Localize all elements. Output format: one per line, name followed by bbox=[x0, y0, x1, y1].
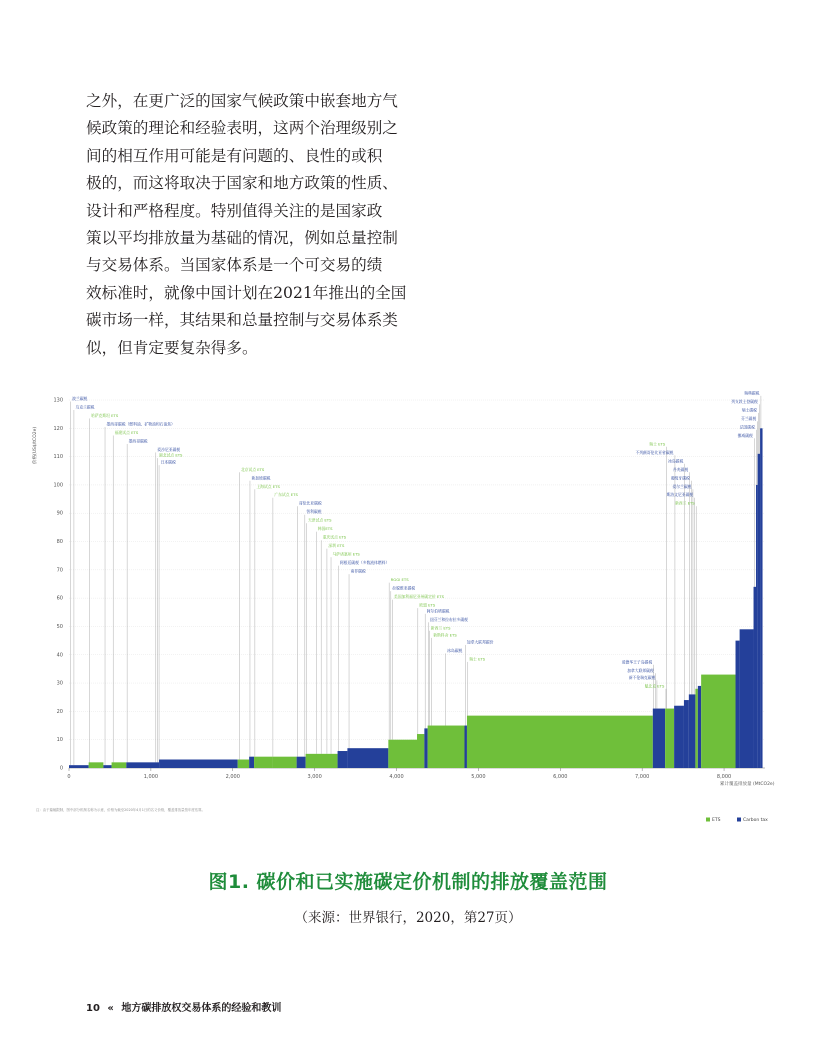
annotation-label: 墨西哥碳税（燃料油、矿物油和石油焦） bbox=[106, 421, 175, 427]
annotation-label: 南非碳税 bbox=[350, 568, 366, 574]
chart-svg bbox=[0, 390, 816, 840]
annotation-label: 墨西哥碳税 bbox=[128, 438, 148, 444]
y-tick-label: 20 bbox=[56, 708, 63, 715]
x-axis-label: 累计覆盖排放量 (MtCO2e) bbox=[720, 782, 775, 787]
annotation-label: 新西兰 ETS bbox=[430, 625, 451, 631]
chart-bar-ets bbox=[272, 757, 297, 768]
annotation-label: 挪威碳税 bbox=[737, 432, 753, 438]
annotation-label: 不列颠哥伦比亚省碳税 bbox=[635, 449, 674, 455]
x-tick-label: 0 bbox=[67, 774, 71, 780]
figure-title: 图1. 碳价和已实施碳定价机制的排放覆盖范围 bbox=[208, 871, 608, 893]
x-tick-label: 3,000 bbox=[307, 774, 322, 780]
annotation-label: 乌克兰碳税 bbox=[75, 404, 95, 410]
annotation-label: 马萨诸塞州 ETS bbox=[332, 551, 360, 557]
legend-swatch bbox=[737, 818, 741, 822]
annotation-label: 瑞典碳税 bbox=[744, 390, 760, 396]
annotation-label: 加拿大联邦碳价 bbox=[466, 639, 494, 645]
body-line: 之外，在更广泛的国家气候政策中嵌套地方气 bbox=[86, 92, 398, 110]
annotation-label: 丹麦碳税 bbox=[672, 466, 689, 472]
annotation-label: 阿根廷碳税（多数液体燃料） bbox=[339, 560, 390, 566]
legend-swatch bbox=[706, 818, 710, 822]
annotation-label: 冰岛碳税 bbox=[447, 647, 463, 653]
x-tick-label: 7,000 bbox=[635, 774, 650, 780]
chart-bar-tax bbox=[159, 760, 238, 768]
annotation-label: 瑞士 ETS bbox=[469, 656, 486, 662]
body-line: 似，但肯定要复杂得多。 bbox=[86, 338, 258, 357]
page-footer bbox=[86, 999, 281, 1014]
annotation-label: 加拿大联邦碳税 bbox=[627, 667, 654, 673]
chart-bar-tax bbox=[736, 641, 740, 768]
y-tick-label: 60 bbox=[56, 595, 63, 602]
page-number: 10 bbox=[86, 1003, 100, 1014]
chart-bar-ets bbox=[89, 762, 104, 768]
body-line: 极的，而这将取决于国家和地方政策的性质、 bbox=[86, 174, 398, 193]
annotation-label: 葡萄牙碳税 bbox=[670, 475, 690, 481]
annotation-label: 日本碳税 bbox=[160, 459, 176, 465]
annotation-label: 韩国ETS bbox=[317, 526, 333, 532]
body-line: 设计和严格程度。特别值得关注的是国家政 bbox=[86, 201, 383, 220]
x-tick-label: 8,000 bbox=[716, 774, 732, 780]
chart-bar-tax bbox=[674, 706, 684, 768]
annotation-label: 福建试点 ETS bbox=[114, 429, 139, 435]
annotation-label: 魁北克 ETS bbox=[644, 683, 665, 689]
running-title: 地方碳排放权交易体系的经验和教训 bbox=[121, 1003, 282, 1014]
body-paragraph bbox=[86, 88, 407, 362]
carbon-price-chart bbox=[0, 390, 816, 840]
annotation-label: 哈萨克斯坦 ETS bbox=[90, 412, 119, 418]
chart-bar-tax bbox=[424, 728, 427, 768]
x-tick-label: 6,000 bbox=[553, 774, 568, 780]
annotation-label: 北京试点 ETS bbox=[240, 466, 265, 472]
footer-separator: « bbox=[107, 1003, 114, 1014]
annotation-label: 列支敦士登碳税 bbox=[731, 398, 758, 404]
annotation-label: 新加坡碳税 bbox=[251, 475, 271, 481]
chart-bar-tax bbox=[338, 751, 348, 768]
chart-bar-tax bbox=[760, 428, 762, 768]
body-line: 间的相互作用可能是有问题的、良性的或积 bbox=[86, 146, 383, 165]
annotation-label: 美国加利福尼亚州碳定价 ETS bbox=[393, 594, 445, 600]
x-tick-label: 5,000 bbox=[471, 774, 486, 780]
annotation-label: 深圳 ETS bbox=[328, 543, 345, 549]
y-tick-label: 110 bbox=[53, 454, 63, 461]
chart-bar-ets bbox=[428, 726, 465, 768]
chart-bar-tax bbox=[653, 709, 665, 768]
annotation-label: 拉脱维亚碳税 bbox=[392, 585, 416, 591]
y-tick-label: 50 bbox=[56, 623, 63, 630]
body-line: 策以平均排放量为基础的情况，例如总量控制 bbox=[86, 229, 398, 248]
annotation-label: 新斯科舍 ETS bbox=[433, 632, 457, 638]
x-tick-label: 4,000 bbox=[389, 774, 404, 780]
annotation-label: 瑞士 ETS bbox=[649, 441, 666, 447]
chart-bar-ets bbox=[665, 709, 674, 768]
y-tick-label: 90 bbox=[56, 510, 63, 517]
chart-bar-ets bbox=[701, 675, 735, 768]
annotation-label: 智利碳税 bbox=[306, 509, 322, 515]
annotation-label: 爱尔兰碳税 bbox=[672, 483, 692, 489]
chart-bar-ets bbox=[112, 762, 127, 768]
chart-bar-ets bbox=[695, 689, 697, 768]
annotation-label: RGGI ETS bbox=[390, 577, 409, 583]
chart-bar-tax bbox=[698, 686, 701, 768]
annotation-label: 广东试点 ETS bbox=[274, 492, 298, 498]
annotation-label: 法国碳税 bbox=[739, 424, 755, 430]
legend-label: Carbon tax bbox=[743, 818, 768, 823]
chart-bar-ets bbox=[254, 757, 272, 768]
chart-bar-tax bbox=[249, 757, 254, 768]
annotation-label: 哥伦比亚碳税 bbox=[298, 500, 322, 506]
chart-bar-tax bbox=[758, 454, 760, 768]
annotation-label: 纽芬兰和拉布拉多碳税 bbox=[429, 616, 468, 622]
y-tick-label: 0 bbox=[59, 765, 63, 772]
chart-bar-tax bbox=[69, 765, 89, 768]
chart-bar-tax bbox=[689, 694, 696, 768]
chart-bar-tax bbox=[347, 748, 388, 768]
chart-bar-ets bbox=[388, 740, 417, 768]
body-line: 候政策的理论和经验表明，这两个治理级别之 bbox=[86, 119, 398, 138]
chart-note: 注：由于篇幅限制，图中部分机制名称为示意，价格为截至2020年4月1日的名义价格，覆盖排放量按年度估算。 bbox=[36, 808, 205, 812]
y-tick-label: 10 bbox=[56, 737, 63, 744]
chart-bar-ets bbox=[467, 716, 653, 768]
annotation-label: 湖北试点 ETS bbox=[158, 452, 183, 458]
annotation-label: 上海试点 ETS bbox=[256, 483, 280, 489]
chart-bar-ets bbox=[417, 734, 424, 768]
y-tick-label: 30 bbox=[56, 680, 63, 687]
chart-bar-tax bbox=[740, 629, 754, 768]
chart-bar-tax bbox=[464, 726, 466, 768]
x-tick-label: 1,000 bbox=[143, 774, 159, 780]
chart-bar-tax bbox=[754, 587, 756, 768]
annotation-label: 冰岛碳税 bbox=[668, 458, 684, 464]
chart-bar-tax bbox=[103, 765, 111, 768]
annotation-label: 波兰碳税 bbox=[72, 396, 88, 401]
y-tick-label: 100 bbox=[53, 482, 63, 489]
chart-bar-tax bbox=[756, 485, 758, 768]
chart-bar-tax bbox=[684, 700, 689, 768]
annotation-label: 新西兰 ETS bbox=[674, 500, 695, 506]
annotation-label: 斯洛文尼亚碳税 bbox=[666, 492, 694, 498]
y-tick-label: 130 bbox=[53, 397, 63, 404]
body-line: 效标准时，就像中国计划在2021年推出的全国 bbox=[86, 283, 407, 302]
legend-label: ETS bbox=[712, 818, 721, 823]
y-tick-label: 70 bbox=[56, 567, 63, 574]
y-axis-label: 价格(US$/tCO2e) bbox=[33, 426, 38, 464]
y-tick-label: 120 bbox=[53, 425, 63, 432]
annotation-label: 芬兰碳税 bbox=[740, 415, 757, 421]
x-tick-label: 2,000 bbox=[225, 774, 240, 780]
chart-bar-ets bbox=[238, 760, 249, 768]
y-tick-label: 40 bbox=[56, 652, 63, 659]
annotation-label: 天津试点 ETS bbox=[307, 517, 332, 523]
body-line: 碳市场一样，其结果和总量控制与交易体系类 bbox=[86, 311, 398, 330]
annotation-label: 爱德华王子岛碳税 bbox=[621, 659, 653, 665]
figure-source: （来源：世界银行，2020，第27页） bbox=[294, 910, 522, 926]
annotation-label: 阿尔伯塔碳税 bbox=[426, 608, 450, 614]
annotation-label: 重庆试点 ETS bbox=[322, 534, 347, 540]
annotation-label: 新不伦瑞克碳税 bbox=[628, 674, 656, 680]
chart-bar-ets bbox=[306, 754, 338, 768]
annotation-label: 瑞士碳税 bbox=[741, 407, 757, 413]
y-tick-label: 80 bbox=[56, 539, 63, 546]
body-line: 与交易体系。当国家体系是一个可交易的绩 bbox=[86, 256, 383, 275]
annotation-label: 爱沙尼亚碳税 bbox=[157, 446, 181, 452]
annotation-label: 欧盟 ETS bbox=[419, 602, 436, 608]
chart-bar-tax bbox=[126, 762, 159, 768]
chart-bar-tax bbox=[297, 757, 306, 768]
